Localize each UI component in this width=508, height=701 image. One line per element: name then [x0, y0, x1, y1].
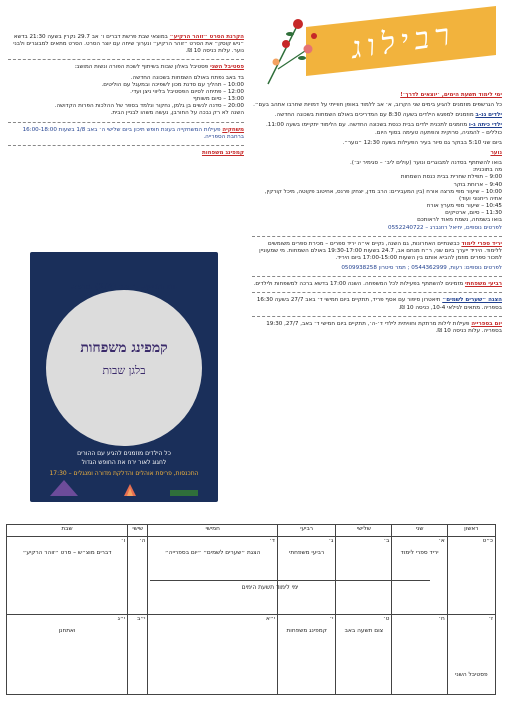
poster-line-2: לחגוג לאור ירח את החופש הגדול — [81, 459, 167, 466]
calendar-day: ד׳ — [269, 538, 275, 544]
festival-line: 12:00 – פתיחה לסיום הפסטיבל בליווי ניצן ועדי. — [130, 88, 244, 95]
divider — [252, 316, 502, 317]
calendar-event: פסטיבל השני — [455, 672, 488, 678]
calendar-day: ג׳ — [328, 538, 334, 544]
calendar-header: חמישי — [148, 525, 278, 537]
calendar-cell — [392, 615, 447, 695]
festival-body: פסטיבל באלון שבות בשיתוף לשכת הפורה ונשות המושב: — [74, 64, 209, 71]
learning-days-band: ימי לימוד תשעת הימים — [241, 584, 299, 591]
learning-days-title: ימי לימוד תשעת הימים, ׳יוצאים לדרך׳! — [400, 92, 502, 98]
calendar-event: הצגת ״שערים לשמים״ ״יום בספרייה״ — [164, 550, 261, 556]
calendar-day: י״א — [266, 616, 275, 622]
calendar-event: יריד ספרי לימוד — [400, 550, 439, 556]
kids-older-title: ילדי כיתה ג-ו — [468, 122, 502, 129]
library-day-title: יום בספרייה — [471, 320, 502, 327]
calendar-header: שישי — [128, 525, 148, 537]
festival-line: בד באב נפתח באולם השמחות בשכונה החדשה. — [130, 74, 244, 81]
calendar-day: ח׳ — [438, 616, 445, 622]
festival-line: 13:00 – סיום משותף — [193, 96, 244, 103]
left-column — [8, 34, 244, 160]
divider — [8, 145, 244, 146]
youth-contact: לפרטים נוספים, יחיאל רוזנברג – 0552240722 — [388, 224, 502, 231]
calendar-cell — [277, 615, 335, 695]
logo — [258, 6, 496, 88]
divider — [8, 59, 244, 60]
calendar-event: רביעי משפחתי — [289, 550, 325, 556]
movie-body: במוצאי שבת פרשת דברים ו׳ אב 29.7 נקרין בשעה 21:30 בדשא ״ניש קוסק״ את הסרט ״זוהר הרקיע״ ונערוך שיחה עם יוצר הסרט. הסרט מתאים למבוגרים ולבני נוער. עלות כניסה 10 ₪. — [13, 34, 244, 55]
calendar-event: צום תשעה באב — [344, 628, 384, 634]
calendar-day: ה׳ — [139, 538, 146, 544]
divider — [252, 292, 502, 293]
learning-days-body: כל הגרשפים מוזמנים להגיע בימים שני הקרוב, א׳ אב ללמוד באופן חווייתי על דמויות שחרבו אתהב בעם״. — [253, 102, 502, 109]
calendar-header: שני — [392, 525, 447, 537]
calendar — [6, 524, 496, 695]
calendar-cell — [128, 537, 148, 615]
festival-line: 10:00 – תהליך עם סדנת מכון לשפיכה ובמעגל עם הוליטים. — [101, 81, 244, 88]
family-wed-title: רביעי משפחתי — [464, 281, 502, 288]
calendar-cell — [128, 615, 148, 695]
camping-title: קמפינג משפחות — [201, 149, 244, 156]
youth-line: 9:00 – תפילת שחרית בבית כנסת השמחות — [400, 174, 502, 181]
book-fair-contact: לפרטים נוספים: רעות, 0544362999 ; תמר סיטרון 0509938258 — [341, 265, 502, 272]
calendar-day: ו׳ — [121, 538, 126, 544]
calendar-header: רביעי — [277, 525, 335, 537]
youth-line: מה בתוכנית: — [472, 167, 502, 174]
calendar-header: ראשון — [447, 525, 495, 537]
calendar-week-row — [7, 615, 496, 695]
calendar-event: ואתחנן — [58, 628, 76, 634]
youth-line: 10:00 – שיעור מפי מרצה אורח (בין המעבירים: הרב מדן, יצחק פרנס, אחיטוב פקוטה, מיכל קורקין, אתיה ריחנוני ועוד) — [264, 188, 502, 202]
calendar-cell — [7, 615, 128, 695]
youth-line: 9:40 – ארוחת בוקר — [453, 181, 502, 188]
playroom-body: פעילות המשחקייה בעונת חופש תיכון ביום שלישי ה׳ באב 1/8 בשעות 16:00-18:00 ברחבת הספרייה. — [22, 126, 244, 140]
show-body: תיאטרון סיפור עם אסף פריד, תתקיים ביום חמישי ד׳ באב 27/7 בשעה 16:30 בספריה. מתאים לגילאי 10-4, כניסה 10 ₪. — [256, 297, 502, 311]
calendar-cell — [336, 537, 392, 615]
youth-line: 10:45 – שיעור מפי מערץ אורח — [426, 203, 502, 210]
book-fair-title: יריד ספרי לימוד — [461, 240, 502, 247]
calendar-event: דברים מוצ״ש – סרט ״זוהר הרקיע״ — [22, 550, 112, 556]
playroom-title: משחקיה — [222, 126, 244, 133]
calendar-day: ז׳ — [488, 616, 493, 622]
youth-line: 11:30 – סיום, ארטיקים — [445, 210, 502, 217]
right-column — [252, 92, 502, 338]
calendar-cell — [392, 537, 447, 615]
calendar-header: שבת — [7, 525, 128, 537]
movie-title: הקרנת הסרט ״זוהר הרקיע״ — [169, 34, 244, 40]
kids-older-body: מוזמנים לתכנית ילדים בבית כנסת בשכונה החדשה. עם הלימוד יתקיימו בשעה 11:00. כוללים – להמניה, סרוקית והפתעה טעימה בסוף היום. — [265, 122, 502, 136]
calendar-cell — [336, 615, 392, 695]
calendar-event: קמפינג משפחות — [286, 628, 327, 634]
calendar-day: א׳ — [438, 538, 445, 544]
family-wed-body: מזמינים להשתתף בפעילות לכל המשפחה. השנה 17:00 בדשא ברכה למשפחות ולילדים. — [253, 281, 464, 288]
poster-line-1: כל הילדים מוזמנים להגיע עם ההורים — [77, 450, 171, 457]
calendar-day: י״ג — [117, 616, 126, 622]
calendar-day: כ״ט — [482, 538, 493, 544]
show-title: הצגה ״שערים לשמים״ — [442, 297, 502, 304]
divider — [8, 122, 244, 123]
poster-line-3: 17:30 – התכנסות, פריסת אוהלים והדלקת מדורה ומנגלים — [49, 470, 199, 477]
campfire-tent-icon — [40, 476, 208, 498]
calendar-day: י״ב — [137, 616, 146, 622]
youth-line: בואו בשמחה, נשמח מאוד לראותכם — [417, 217, 502, 224]
learning-days-band-line — [150, 580, 430, 581]
logo-text: רבילוג — [349, 16, 458, 67]
youth-line: בואו להשתתף בסדנה למבוגרים ונוער (עולים ליב׳ – סגימיר יב׳). — [350, 160, 502, 167]
library-day-body: פעילות לילות מרתקת וחוויתית לילדי ד׳-ה׳, תתקיים ביום חמישי ד׳ באב, 27/7, 19:30 בספריה. עלות כניסה 10 ₪. — [266, 320, 502, 334]
kids-title: ילדים גנ-ב — [475, 112, 502, 119]
calendar-header: שלישי — [336, 525, 392, 537]
poster-date: יום רביעי, י׳ אב (2/8) בדשא — [70, 282, 178, 291]
flowers-icon — [258, 14, 328, 86]
festival-line: השנה לא רק נבכה על החורבן, נעשה משהו לבניין הבית. — [110, 110, 244, 117]
festival-title: פסטיבל השני — [210, 64, 244, 71]
calendar-cell — [447, 537, 495, 615]
calendar-cell — [148, 615, 278, 695]
calendar-day: י׳ — [329, 616, 334, 622]
calendar-day: ב׳ — [383, 538, 390, 544]
calendar-cell — [7, 537, 128, 615]
camping-poster — [30, 252, 218, 502]
divider — [252, 236, 502, 237]
calendar-cell — [148, 537, 278, 615]
calendar-cell — [277, 537, 335, 615]
poster-subtitle: בלגן שבות — [102, 364, 146, 377]
book-fair-body: כבשנתיים האחרונות, גם השנה, נקיים אי״ה יריד ספרים – מכירת ספרים משומשים ללימוד. היריד ייערך ביום שני, ר״ח מנחם אב, 24.7 בשעות 19:30-17:00 באולם השמחות. מי שמעוניין למכור ספרים מוזמן להביא אותם בין השעות 17:00-15:00 ביום היריד. — [259, 240, 502, 261]
calendar-day: ט׳ — [383, 616, 390, 622]
calendar-cell — [447, 615, 495, 695]
divider — [252, 276, 502, 277]
calendar-week-row — [7, 537, 496, 615]
tour-body: ביום שני 5:10 בבוקר גם סיור בעיר הפעילות בשעה 12:30 ״נוער״. — [342, 139, 502, 146]
kids-body: מוזמנים למפגש הילדים בשעה 8:30 עם המדריכים באולם השמחות בשכונה החדשה. — [274, 112, 474, 119]
festival-line: 20:00 – סדנה לנשים בן גלמן, נחקור ונלמד בספר של ההלכות הפרות הקדושה. — [54, 103, 244, 110]
youth-title: נוער — [490, 149, 502, 156]
poster-title: קמפינג משפחות — [80, 340, 168, 356]
calendar-header-row — [7, 525, 496, 537]
